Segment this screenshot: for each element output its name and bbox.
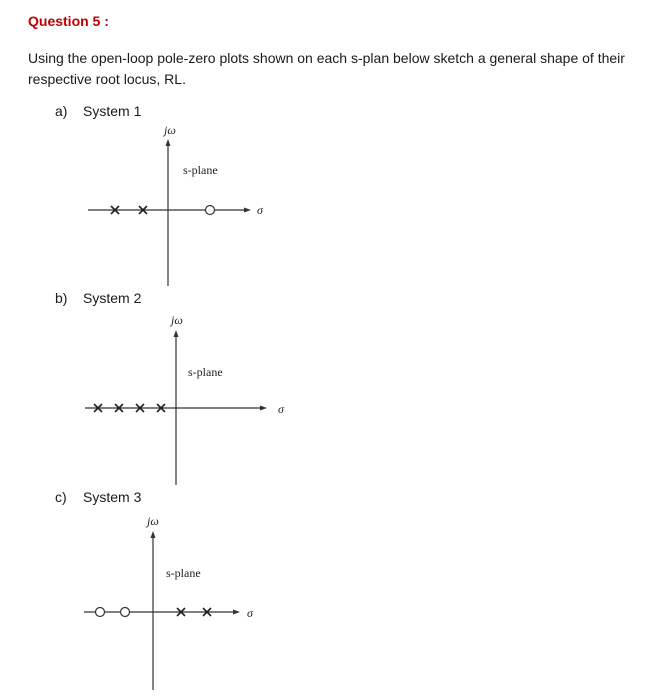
system-3-zero (121, 608, 130, 617)
system-3-letter: c) (55, 489, 67, 505)
system-2-letter: b) (55, 290, 68, 306)
system-3-zero (96, 608, 105, 617)
system-1-plane-label: s-plane (183, 163, 218, 177)
system-3-sigma-arrow (233, 610, 240, 615)
system-1-name: System 1 (83, 103, 142, 119)
system-3-jw-label: jω (147, 514, 159, 528)
system-1-jw-label: jω (164, 123, 176, 137)
system-3-name: System 3 (83, 489, 142, 505)
question-intro: Using the open-loop pole-zero plots shown on each s-plan below sketch a general shape of their respective root locus, RL. (28, 50, 625, 87)
system-2-sigma-label: σ (278, 402, 284, 416)
system-2-jw-label: jω (171, 313, 183, 327)
system-1-letter: a) (55, 103, 68, 119)
system-3-jw-arrow (151, 531, 156, 538)
system-3-plane-label: s-plane (166, 566, 201, 580)
system-2-plane-label: s-plane (188, 365, 223, 379)
system-3-sigma-label: σ (247, 606, 253, 620)
question-title: Question 5 : (28, 13, 109, 29)
system-1-sigma-label: σ (257, 203, 263, 217)
system-2-name: System 2 (83, 290, 142, 306)
